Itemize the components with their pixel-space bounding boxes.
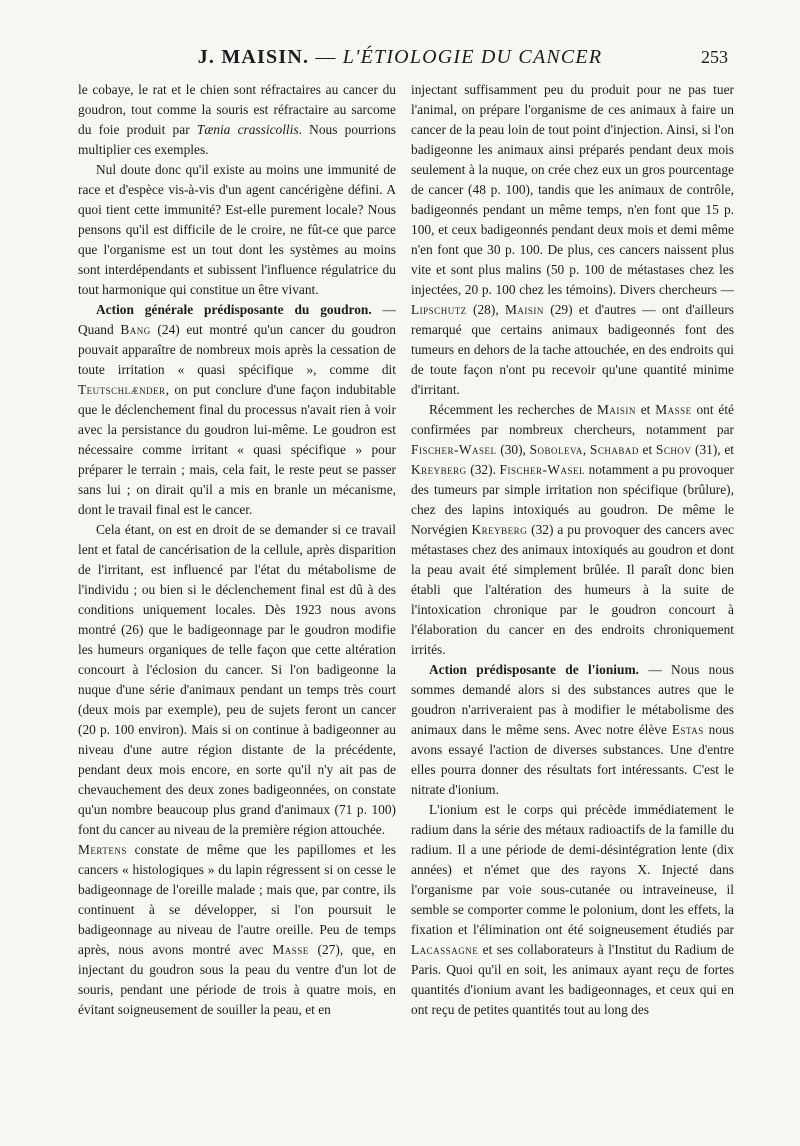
text-run: notamment a pu provoquer des tumeurs par simple irritation non spécifique (brûlure), chez des lapins intoxiqués au goudron. De même le Norvégien: [411, 462, 734, 537]
paragraph: [411, 800, 734, 1020]
paragraph: [411, 400, 734, 660]
text-run: (28),: [466, 302, 506, 317]
text-run: Récemment les recherches de: [429, 402, 597, 417]
running-header: [0, 46, 800, 76]
text-run: et: [638, 442, 656, 457]
left-column: [78, 80, 396, 1120]
text-run: . Nous pourrions multiplier ces exemples.: [78, 122, 396, 157]
author-ref: Masse: [655, 402, 692, 417]
author-ref: Schabad: [589, 442, 639, 457]
author-ref: Kreyberg: [411, 462, 467, 477]
paragraph: [411, 80, 734, 400]
author-ref: Soboleva: [529, 442, 583, 457]
author-ref: Bang: [120, 322, 151, 337]
text-run: ont été confirmées par nombreux chercheurs, notamment par: [411, 402, 734, 437]
author-ref: Fischer-Wasel: [411, 442, 497, 457]
paragraph: [78, 80, 396, 160]
author-ref: Lacassagne: [411, 942, 479, 957]
text-run: (32) a pu provoquer des cancers avec métastases chez des animaux intoxiqués au goudron et dont la peau avait été simplement brûlée. Il paraît donc bien établi que l'altération des humeurs à la suite de l'intoxication chronique par le goudron concourt à l'élaboration du cancer en des endroits chroniquement irrités.: [411, 522, 734, 657]
text-run: (32).: [466, 462, 500, 477]
author-name: J. MAISIN.: [197, 46, 310, 68]
text-run: (29) et d'autres — ont d'ailleurs remarqué que certains animaux badigeonnés font des tumeurs en dehors de la tache attouchée, en des endroits qui de toute façon n'ont pu recevoir qu'une quantité minime d'irritant.: [411, 302, 734, 397]
paragraph: [411, 660, 734, 800]
section-heading: Action générale prédisposante du goudron.: [96, 302, 372, 317]
text-run: injectant suffisamment peu du produit pour ne pas tuer l'animal, on prépare l'organisme de ces animaux à faire un cancer de la peau loin de tout point d'injection. Ainsi, si l'on badigeonne les animaux ainsi préparés pendant deux mois seulement à la nuque, on crée chez eux un gros pourcentage de cancer (48 p. 100), tandis que les animaux de contrôle, badigeonnés pendant un même temps, n'en font que 15 p. 100, et ceux badigeonnés pendant deux mois et demi même n'en font que 30 p. 100. De plus, ces cancers naissent plus vite et sont plus malins (50 p. 100 de métastases chez les injectées, 20 p. 100 chez les témoins). Divers chercheurs —: [411, 82, 734, 297]
author-ref: Lipschutz: [411, 302, 467, 317]
article-title: L'ÉTIOLOGIE DU CANCER: [342, 46, 603, 68]
author-ref: Masse: [272, 942, 309, 957]
paragraph: [78, 840, 396, 1020]
species-name: Tænia crassicollis: [196, 122, 299, 137]
paragraph: Nul doute donc qu'il existe au moins une immunité de race et d'espèce vis-à-vis d'un agent cancérigène défini. A quoi tient cette immunité? Est-elle purement locale? Nous pensons qu'il est difficile de le croire, ne fût-ce que parce que l'organisme est un tout dont les systèmes au moins sont interdépendants et subissent l'influence régulatrice du tout harmonique qui constitue un être vivant.: [78, 162, 396, 297]
author-ref: Teutschlænder: [78, 382, 166, 397]
author-ref: Estas: [671, 722, 704, 737]
text-run: — Nous nous sommes demandé alors si des substances autres que le goudron n'arriveraient pas à modifier le métabolisme des animaux dans le même sens. Avec notre élève: [411, 662, 734, 737]
text-run: ,: [582, 442, 590, 457]
text-run: et: [635, 402, 656, 417]
author-ref: Maisin: [597, 402, 636, 417]
paragraph: Cela étant, on est en droit de se demander si ce travail lent et fatal de cancérisation de la cellule, après disparition de l'irritant, est influencé par l'état du métabolisme de l'individu ; ou bien si le déclenchement final est dû à des conditions uniquement locales. Dès 1923 nous avons montré (26) que le badigeonnage par le goudron modifie les humeurs organiques de telle façon que cette altération concourt à l'éclosion du cancer. Si l'on badigeonne la nuque d'une série d'animaux pendant un temps très court (deux mois par exemple), peu de sujets feront un cancer (20 p. 100 environ). Mais si on continue à badigeonner au niveau d'une autre région distante de la précédente, pendant deux mois encore, en sorte qu'il n'y ait pas de chevauchement des deux zones badigeonnées, on constate qu'un nombre beaucoup plus grand d'animaux (71 p. 100) font du cancer au niveau de la première région attouchée.: [78, 522, 396, 837]
text-run: et ses collaborateurs à l'Institut du Radium de Paris. Quoi qu'il en soit, les animaux ayant reçu de fortes quantités d'ionium avant les badigeonnages, et ceux qui en ont reçu de petites quantités tout au long des: [411, 942, 734, 1017]
text-run: L'ionium est le corps qui précède immédiatement le radium dans la série des métaux radioactifs de la famille du radium. Il a une période de demi-désintégration lente (dix années) et n'émet que des rayons X. Injecté dans l'organisme par voie sous-cutanée ou intraveineuse, il semble se comporter comme le polonium, dont les effets, la fixation et l'élimination ont été soigneusement étudiés par: [411, 802, 734, 937]
section-heading: Action prédisposante de l'ionium.: [429, 662, 639, 677]
author-ref: Kreyberg: [471, 522, 528, 537]
author-ref: Fischer-Wasel: [499, 462, 586, 477]
author-ref: Schov: [655, 442, 692, 457]
author-ref: Mertens: [78, 842, 127, 857]
text-run: — Quand: [78, 302, 396, 337]
text-run: , on put conclure d'une façon indubitable que le déclenchement final du processus n'avait rien à voir avec la persistance du goudron lui-même. Le goudron est nécessaire comme irritant « quasi spécifique » pour préparer le terrain ; mais, cela fait, le reste peut se passer sans lui ; on dirait qu'il a mis en branle un mécanisme, dont le travail final est le cancer.: [78, 382, 396, 517]
author-ref: Maisin: [505, 302, 544, 317]
paragraph: [78, 300, 396, 520]
text-run: le cobaye, le rat et le chien sont réfractaires au cancer du goudron, tout comme la souris est réfractaire au sarcome du foie produit par: [78, 82, 396, 137]
right-column: [411, 80, 734, 1120]
text-run: (27), que, en injectant du goudron sous la peau du ventre d'un lot de souris, pendant une période de trois à quatre mois, en évitant soigneusement de souiller la peau, et en: [78, 942, 396, 1017]
text-run: constate de même que les papillomes et les cancers « histologiques » du lapin régressent si on cesse le badigeonnage de l'oreille malade ; mais que, par contre, ils continuent à se développer, si l'on poursuit le badigeonnage au niveau de l'autre oreille. Peu de temps après, nous avons montré avec: [78, 842, 396, 957]
running-title: [70, 46, 730, 69]
text-run: (31), et: [691, 442, 734, 457]
text-run: nous avons essayé l'action de diverses substances. Une d'entre elles pourra donner des résultats fort intéressants. C'est le nitrate d'ionium.: [411, 722, 734, 797]
page-number: 253: [701, 47, 728, 67]
text-run: (30),: [496, 442, 530, 457]
title-separator: —: [309, 46, 343, 68]
text-run: (24) eut montré qu'un cancer du goudron pouvait apparaître de nombreux mois après la cessation de toute irritation « quasi spécifique », comme dit: [78, 322, 396, 377]
